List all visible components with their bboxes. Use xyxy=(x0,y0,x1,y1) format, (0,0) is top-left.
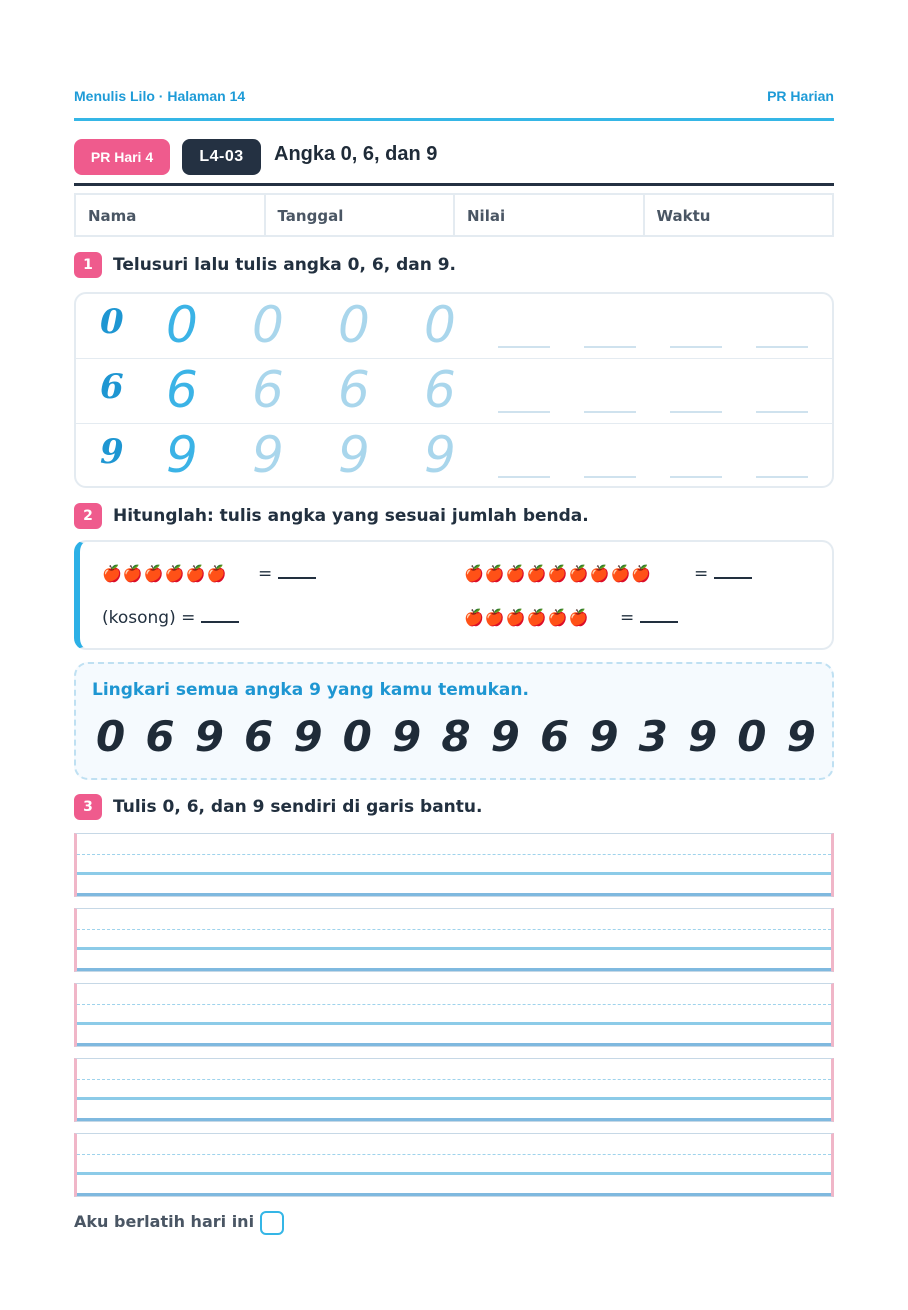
section-3-title: Tulis 0, 6, dan 9 sendiri di garis bantu. xyxy=(113,797,483,817)
trace-digit[interactable]: 0 xyxy=(252,296,284,354)
section-1-number: 1 xyxy=(74,252,102,278)
write-blank[interactable] xyxy=(498,411,550,413)
apple-group-2: 🍎🍎🍎🍎🍎🍎🍎🍎🍎 xyxy=(464,564,653,583)
equals-sign: = xyxy=(620,608,635,628)
digit-item[interactable]: 6 xyxy=(244,712,274,761)
model-digit: 0 xyxy=(100,302,124,342)
writing-guide-line[interactable] xyxy=(74,1058,834,1122)
write-blank[interactable] xyxy=(584,346,636,348)
apple-group-1: 🍎🍎🍎🍎🍎🍎 xyxy=(102,564,228,583)
trace-digit[interactable]: 6 xyxy=(424,361,456,419)
student-info-table xyxy=(74,193,834,237)
digit-item[interactable]: 9 xyxy=(194,712,224,761)
day-badge: PR Hari 4 xyxy=(74,139,170,175)
write-blank[interactable] xyxy=(498,346,550,348)
lesson-code-badge: L4-03 xyxy=(182,139,261,175)
model-digit: 9 xyxy=(100,432,124,472)
trace-row-0 xyxy=(76,294,832,359)
practice-checkbox[interactable] xyxy=(260,1211,284,1235)
digit-item[interactable]: 9 xyxy=(392,712,422,761)
writing-guide-line[interactable] xyxy=(74,983,834,1047)
equals-sign: = xyxy=(258,564,273,584)
equals-sign: = xyxy=(694,564,709,584)
practice-check-label: Aku berlatih hari ini xyxy=(74,1212,255,1231)
write-blank[interactable] xyxy=(670,411,722,413)
model-digit: 6 xyxy=(100,367,124,407)
answer-4[interactable] xyxy=(620,608,678,628)
digit-item[interactable]: 6 xyxy=(145,712,175,761)
empty-label: (kosong) = xyxy=(102,608,196,628)
trace-digit[interactable]: 9 xyxy=(252,426,284,484)
writing-guide-line[interactable] xyxy=(74,1133,834,1197)
trace-digit[interactable]: 0 xyxy=(424,296,456,354)
write-blank[interactable] xyxy=(756,476,808,478)
write-blank[interactable] xyxy=(670,346,722,348)
page-title: Angka 0, 6, dan 9 xyxy=(274,143,438,165)
write-blank[interactable] xyxy=(584,411,636,413)
counting-box xyxy=(74,540,834,650)
trace-digit[interactable]: 0 xyxy=(338,296,370,354)
writing-guide-line[interactable] xyxy=(74,908,834,972)
circle-task-title: Lingkari semua angka 9 yang kamu temukan. xyxy=(92,680,529,700)
digit-item[interactable]: 3 xyxy=(638,712,668,761)
digit-item[interactable]: 9 xyxy=(687,712,718,761)
digit-item[interactable]: 0 xyxy=(737,712,767,761)
digit-item[interactable]: 9 xyxy=(589,712,619,761)
digit-sequence xyxy=(86,712,826,761)
answer-3[interactable] xyxy=(102,608,239,628)
write-blank[interactable] xyxy=(584,476,636,478)
digit-item[interactable]: 9 xyxy=(786,712,816,761)
write-blank[interactable] xyxy=(670,476,722,478)
digit-item[interactable]: 9 xyxy=(293,712,323,761)
info-field-score[interactable]: Nilai xyxy=(453,193,643,237)
trace-row-9 xyxy=(76,424,832,488)
trace-table xyxy=(74,292,834,488)
circle-task-box xyxy=(74,662,834,780)
section-2-title: Hitunglah: tulis angka yang sesuai jumlah benda. xyxy=(113,506,589,526)
trace-digit[interactable]: 6 xyxy=(252,361,284,419)
trace-digit[interactable]: 6 xyxy=(338,361,370,419)
header-divider xyxy=(74,118,834,121)
trace-digit[interactable]: 9 xyxy=(424,426,456,484)
writing-guide-line[interactable] xyxy=(74,833,834,897)
title-divider xyxy=(74,183,834,186)
trace-digit[interactable]: 6 xyxy=(166,361,198,419)
info-field-time[interactable]: Waktu xyxy=(643,193,835,237)
trace-row-6 xyxy=(76,359,832,424)
apple-group-4: 🍎🍎🍎🍎🍎🍎 xyxy=(464,608,590,627)
digit-item[interactable]: 0 xyxy=(342,712,372,761)
answer-1[interactable] xyxy=(258,564,316,584)
section-2-number: 2 xyxy=(74,503,102,529)
info-field-name[interactable]: Nama xyxy=(74,193,264,237)
info-field-date[interactable]: Tanggal xyxy=(264,193,454,237)
write-blank[interactable] xyxy=(498,476,550,478)
book-page-label: Menulis Lilo · Halaman 14 xyxy=(74,88,246,104)
write-blank[interactable] xyxy=(756,411,808,413)
digit-item[interactable]: 9 xyxy=(490,712,520,761)
homework-label: PR Harian xyxy=(767,88,834,104)
answer-2[interactable] xyxy=(694,564,752,584)
digit-item[interactable]: 6 xyxy=(539,712,570,761)
section-1-title: Telusuri lalu tulis angka 0, 6, dan 9. xyxy=(113,255,457,275)
trace-digit[interactable]: 9 xyxy=(338,426,370,484)
trace-digit[interactable]: 9 xyxy=(166,426,198,484)
digit-item[interactable]: 0 xyxy=(96,712,126,761)
write-blank[interactable] xyxy=(756,346,808,348)
section-3-number: 3 xyxy=(74,794,102,820)
trace-digit[interactable]: 0 xyxy=(166,296,198,354)
digit-item[interactable]: 8 xyxy=(441,712,471,761)
